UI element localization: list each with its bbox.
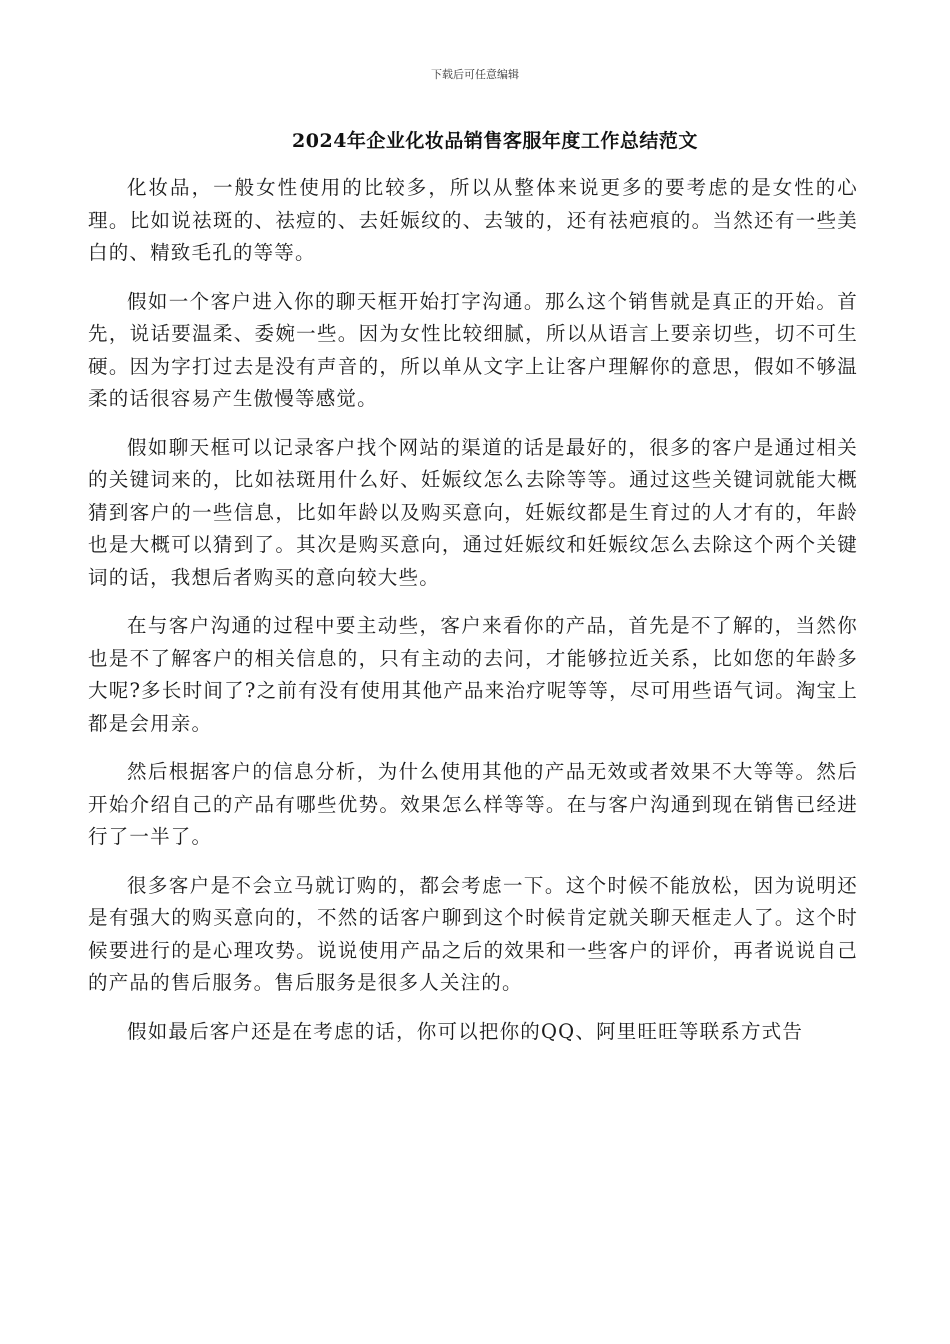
paragraph: 然后根据客户的信息分析，为什么使用其他的产品无效或者效果不大等等。然后开始介绍自己的产品有哪些优势。效果怎么样等等。在与客户沟通到现在销售已经进行了一半了。: [88, 760, 858, 848]
paragraph: 在与客户沟通的过程中要主动些，客户来看你的产品，首先是不了解的，当然你也是不了解客户的相关信息的，只有主动的去问，才能够拉近关系，比如您的年龄多大呢?多长时间了?之前有没有使用其他产品来治疗呢等等，尽可用些语气词。淘宝上都是会用亲。: [88, 614, 858, 735]
paragraph: 很多客户是不会立马就订购的，都会考虑一下。这个时候不能放松，因为说明还是有强大的购买意向的，不然的话客户聊到这个时候肯定就关聊天框走人了。这个时候要进行的是心理攻势。说说使用产品之后的效果和一些客户的评价，再者说说自己的产品的售后服务。售后服务是很多人关注的。: [88, 873, 858, 994]
paragraph: 假如一个客户进入你的聊天框开始打字沟通。那么这个销售就是真正的开始。首先，说话要温柔、委婉一些。因为女性比较细腻，所以从语言上要亲切些，切不可生硬。因为字打过去是没有声音的，所以单从文字上让客户理解你的意思，假如不够温柔的话很容易产生傲慢等感觉。: [88, 289, 858, 410]
paragraph: 假如聊天框可以记录客户找个网站的渠道的话是最好的，很多的客户是通过相关的关键词来的，比如祛斑用什么好、妊娠纹怎么去除等等。通过这些关键词就能大概猜到客户的一些信息，比如年龄以及购买意向，妊娠纹都是生育过的人才有的，年龄也是大概可以猜到了。其次是购买意向，通过妊娠纹和妊娠纹怎么去除这个两个关键词的话，我想后者购买的意向较大些。: [88, 435, 858, 589]
document-title: 2024年企业化妆品销售客服年度工作总结范文: [292, 130, 698, 152]
document-body: [88, 172, 858, 1064]
paragraph: 假如最后客户还是在考虑的话，你可以把你的QQ、阿里旺旺等联系方式告: [127, 1019, 804, 1043]
paragraph: 化妆品，一般女性使用的比较多，所以从整体来说更多的要考虑的是女性的心理。比如说祛斑的、祛痘的、去妊娠纹的、去皱的，还有祛疤痕的。当然还有一些美白的、精致毛孔的等等。: [88, 176, 858, 264]
download-note: 下载后可任意编辑: [431, 68, 519, 81]
